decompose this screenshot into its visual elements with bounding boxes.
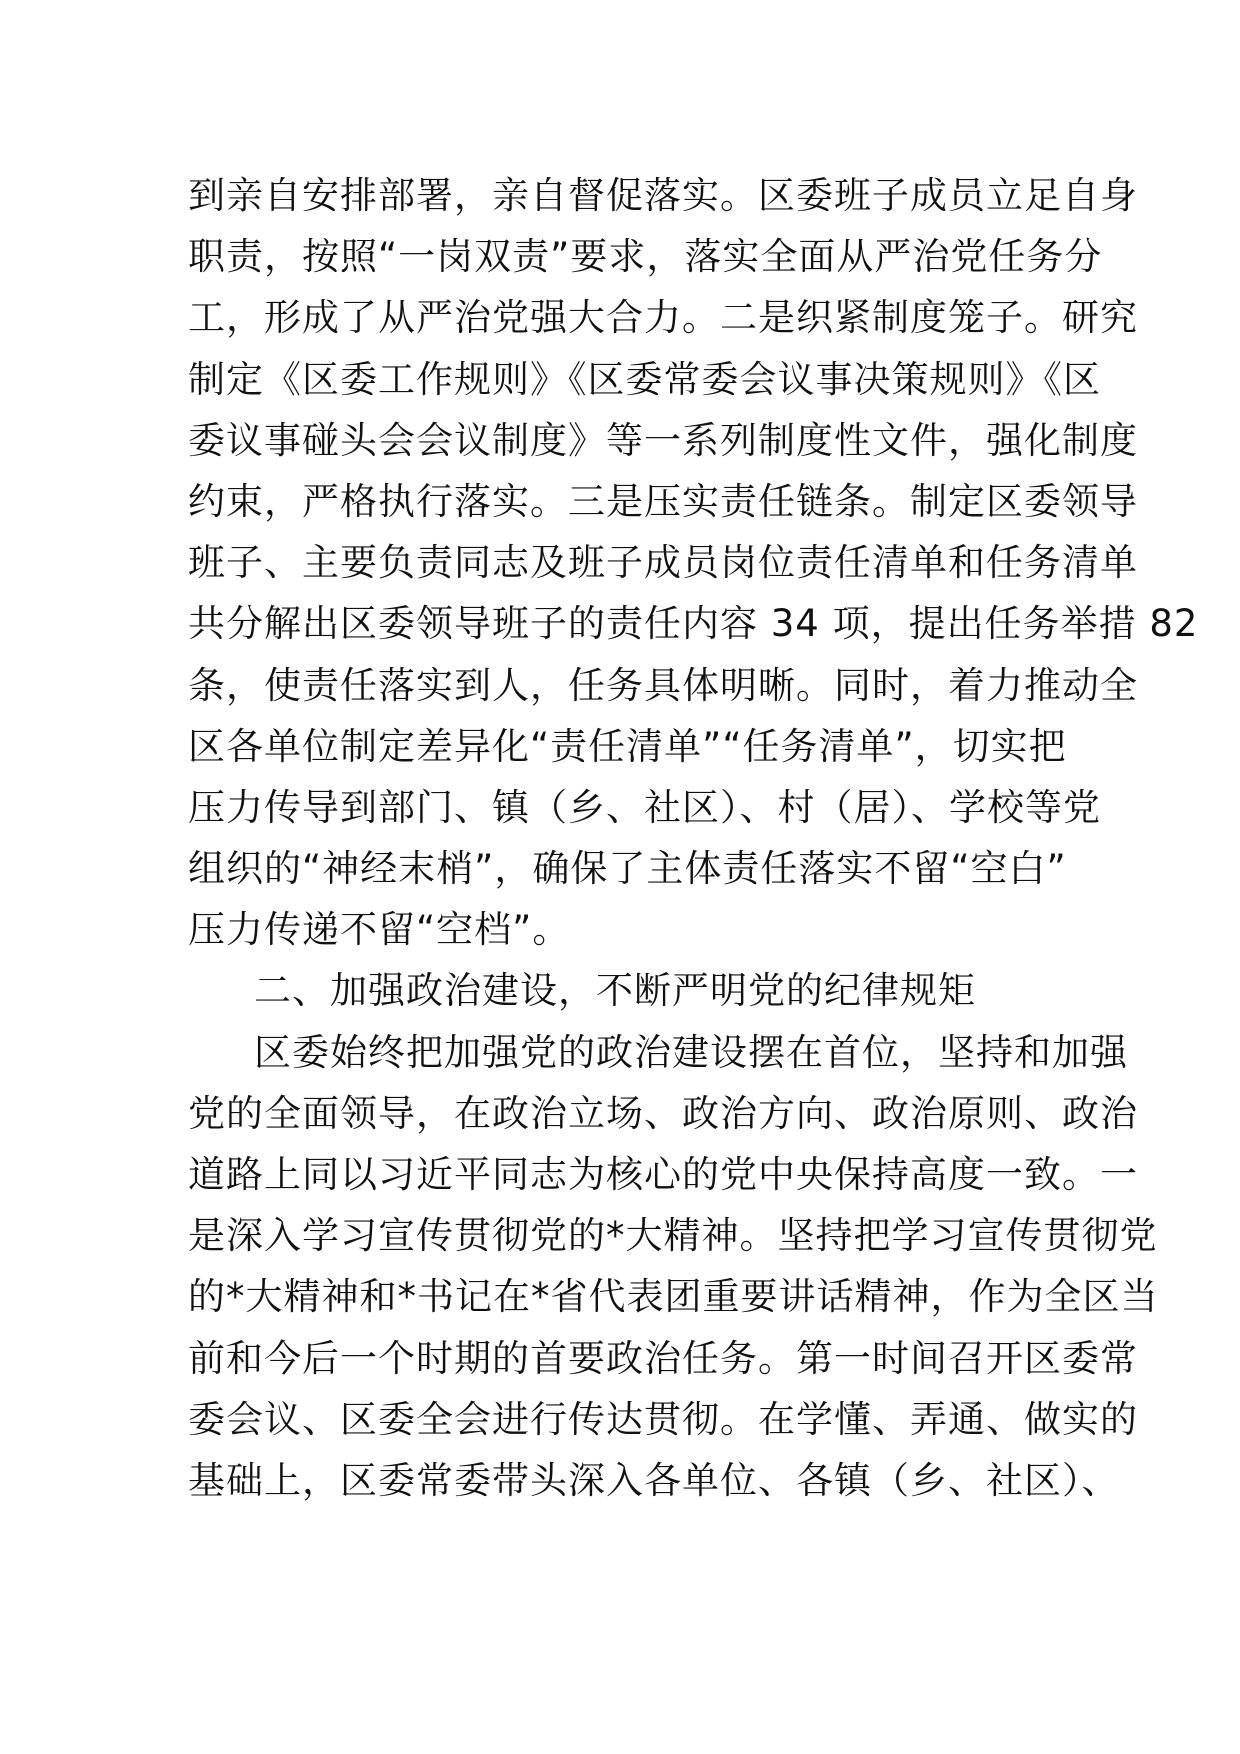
body-text-line: 区各单位制定差异化“责任清单”“任务清单”，切实把 bbox=[188, 724, 1067, 768]
body-text-line: 的*大精神和*书记在*省代表团重要讲话精神，作为全区当 bbox=[188, 1275, 1159, 1319]
body-text-line: 约束，严格执行落实。三是压实责任链条。制定区委领导 bbox=[188, 479, 1138, 523]
body-text-line: 道路上同以习近平同志为核心的党中央保持高度一致。一 bbox=[188, 1153, 1138, 1196]
body-text-line: 组织的“神经末梢”，确保了主体责任落实不留“空白” bbox=[188, 847, 1067, 891]
body-text-line: 委会议、区委全会进行传达贯彻。在学懂、弄通、做实的 bbox=[188, 1397, 1138, 1441]
body-text-line: 到亲自安排部署，亲自督促落实。区委班子成员立足自身 bbox=[188, 174, 1138, 217]
body-text-line: 是深入学习宣传贯彻党的*大精神。坚持把学习宣传贯彻党 bbox=[188, 1214, 1158, 1258]
body-text-line: 班子、主要负责同志及班子成员岗位责任清单和任务清单 bbox=[188, 541, 1138, 585]
body-text-line: 条，使责任落实到人，任务具体明晰。同时，着力推动全 bbox=[188, 663, 1138, 707]
body-text-line: 制定《区委工作规则》《区委常委会议事决策规则》《区 bbox=[188, 357, 1101, 401]
body-text-line: 职责，按照“一岗双责”要求，落实全面从严治党任务分 bbox=[188, 235, 1103, 279]
body-text-line: 基础上，区委常委带头深入各单位、各镇（乡、社区）、 bbox=[188, 1458, 1120, 1502]
body-text-line: 压力传导到部门、镇（乡、社区）、村（居）、学校等党 bbox=[188, 785, 1101, 829]
paragraph-first-line: 区委始终把加强党的政治建设摆在首位，坚持和加强 bbox=[254, 1030, 1128, 1074]
document-body bbox=[188, 165, 1199, 1511]
body-text-line: 压力传递不留“空档”。 bbox=[188, 908, 571, 952]
body-text-line: 党的全面领导，在政治立场、政治方向、政治原则、政治 bbox=[188, 1091, 1138, 1135]
paragraph-first-line: 二、加强政治建设，不断严明党的纪律规矩 bbox=[254, 969, 976, 1013]
body-text-line: 前和今后一个时期的首要政治任务。第一时间召开区委常 bbox=[188, 1336, 1138, 1380]
body-text-line: 委议事碰头会会议制度》等一系列制度性文件，强化制度 bbox=[188, 418, 1138, 462]
body-text-line: 工，形成了从严治党强大合力。二是织紧制度笼子。研究 bbox=[188, 296, 1138, 340]
body-text-line: 共分解出区委领导班子的责任内容 34 项，提出任务举措 82 bbox=[188, 602, 1199, 646]
